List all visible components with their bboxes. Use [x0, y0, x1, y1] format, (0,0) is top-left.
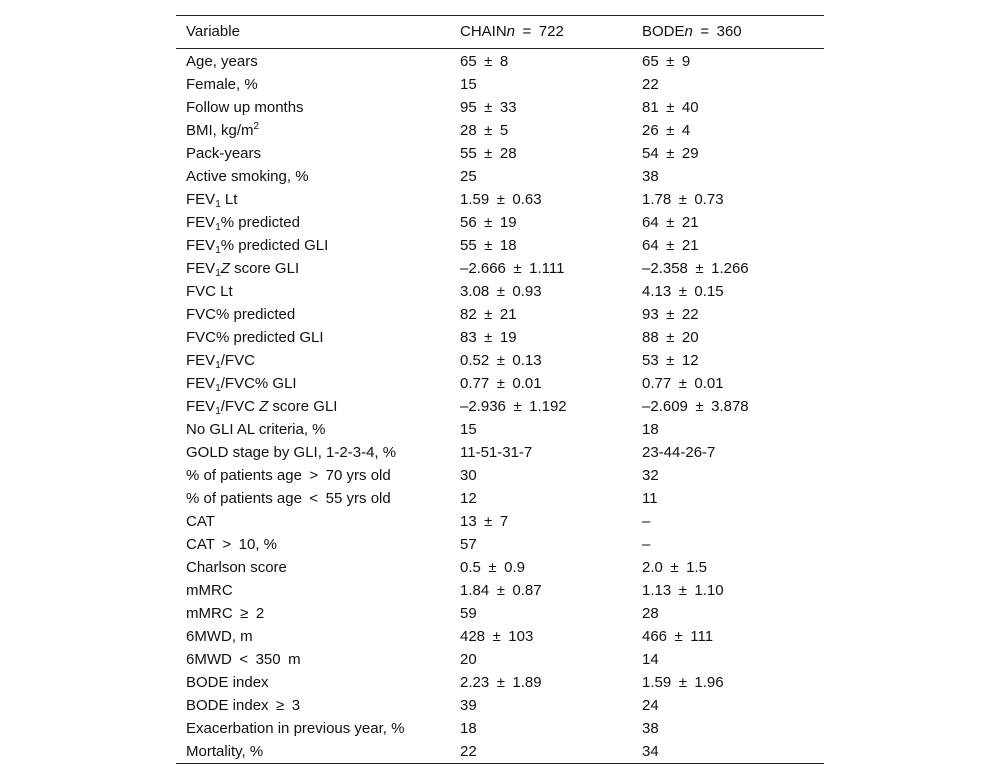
bode-value-cell: 4.13 ± 0.15	[642, 283, 724, 300]
bode-value-cell: 26 ± 4	[642, 122, 691, 139]
chain-value-cell: 20	[460, 651, 477, 668]
bode-value-cell: –2.358 ± 1.266	[642, 260, 749, 277]
header-bode-count: = 360	[692, 23, 742, 40]
variable-subscript: 1	[215, 199, 221, 210]
table-row	[176, 303, 824, 326]
header-bode-name: BODE	[642, 23, 685, 40]
table-row	[176, 234, 824, 257]
variable-cell: 6MWD, m	[186, 628, 253, 645]
variable-subscript: 1	[215, 406, 221, 417]
variable-cell: Charlson score	[186, 559, 287, 576]
variable-cell	[176, 372, 460, 395]
bode-value-cell: 466 ± 111	[642, 628, 714, 645]
chain-value-cell: 30	[460, 467, 477, 484]
variable-text: FEV	[186, 375, 216, 392]
variable-text: FEV	[186, 260, 216, 277]
bode-value-cell: –	[642, 513, 651, 530]
bode-value-cell: 14	[642, 651, 659, 668]
table-row	[176, 395, 824, 418]
bode-value-cell: –	[642, 536, 651, 553]
table-row	[176, 96, 824, 119]
variable-text: % predicted GLI	[220, 237, 329, 254]
table-row	[176, 464, 824, 487]
table-row	[176, 579, 824, 602]
bode-value-cell: 18	[642, 421, 659, 438]
table-row	[176, 510, 824, 533]
chain-value-cell: 13 ± 7	[460, 513, 509, 530]
table-row	[176, 372, 824, 395]
variable-cell: BODE index	[186, 674, 269, 691]
chain-value-cell: 12	[460, 490, 477, 507]
table-row	[176, 50, 824, 73]
table-header-row	[176, 16, 824, 49]
bode-value-cell: 32	[642, 467, 659, 484]
variable-subscript: 1	[215, 360, 221, 371]
table-row	[176, 717, 824, 740]
bode-value-cell: 11	[642, 490, 658, 507]
chain-value-cell: 39	[460, 697, 477, 714]
variable-cell: Pack-years	[186, 145, 262, 162]
variable-cell: No GLI AL criteria, %	[186, 421, 326, 438]
table-row	[176, 165, 824, 188]
variable-text: BMI, kg/m	[186, 122, 254, 139]
bode-value-cell: 24	[642, 697, 659, 714]
variable-cell: Age, years	[186, 53, 258, 70]
chain-value-cell: 82 ± 21	[460, 306, 517, 323]
bode-value-cell: 1.13 ± 1.10	[642, 582, 724, 599]
table-row	[176, 211, 824, 234]
chain-value-cell: 28 ± 5	[460, 122, 509, 139]
variable-cell: Exacerbation in previous year, %	[186, 720, 405, 737]
variable-subscript: 1	[215, 268, 221, 279]
variable-cell: FVC% predicted	[186, 306, 296, 323]
table-row	[176, 625, 824, 648]
chain-value-cell: 56 ± 19	[460, 214, 517, 231]
data-table	[176, 15, 824, 764]
chain-value-cell: 1.84 ± 0.87	[460, 582, 542, 599]
chain-value-cell: 25	[460, 168, 477, 185]
variable-cell: GOLD stage by GLI, 1-2-3-4, %	[186, 444, 397, 461]
table-row	[176, 556, 824, 579]
chain-value-cell: 83 ± 19	[460, 329, 517, 346]
bode-value-cell: 34	[642, 743, 659, 760]
bode-value-cell: 2.0 ± 1.5	[642, 559, 707, 576]
variable-cell: CAT > 10, %	[186, 536, 278, 553]
chain-value-cell: 22	[460, 743, 477, 760]
header-chain-n: n	[506, 23, 516, 40]
variable-cell: Mortality, %	[186, 743, 264, 760]
variable-italic: Z	[259, 398, 269, 415]
variable-cell: Follow up months	[186, 99, 304, 116]
variable-cell	[176, 211, 460, 234]
bode-value-cell: 81 ± 40	[642, 99, 699, 116]
chain-value-cell: 59	[460, 605, 477, 622]
table-row	[176, 73, 824, 96]
chain-value-cell: 65 ± 8	[460, 53, 509, 70]
variable-text: score GLI	[229, 260, 300, 277]
chain-value-cell: 11-51-31-7	[460, 444, 533, 461]
table-body	[176, 49, 824, 763]
variable-cell: CAT	[186, 513, 215, 530]
bode-value-cell: 93 ± 22	[642, 306, 699, 323]
table-row	[176, 694, 824, 717]
chain-value-cell: 2.23 ± 1.89	[460, 674, 542, 691]
bode-value-cell: –2.609 ± 3.878	[642, 398, 749, 415]
variable-cell: % of patients age > 70 yrs old	[186, 467, 391, 484]
chain-value-cell: 15	[460, 421, 477, 438]
chain-value-cell: 18	[460, 720, 477, 737]
header-chain-name: CHAIN	[460, 23, 507, 40]
variable-text: FEV	[186, 191, 216, 208]
chain-value-cell: 3.08 ± 0.93	[460, 283, 542, 300]
variable-cell: Female, %	[186, 76, 258, 93]
variable-cell	[176, 349, 460, 372]
chain-value-cell: 55 ± 28	[460, 145, 517, 162]
variable-cell	[176, 234, 460, 257]
variable-text: /FVC% GLI	[220, 375, 297, 392]
bode-value-cell: 1.59 ± 1.96	[642, 674, 724, 691]
bode-value-cell: 65 ± 9	[642, 53, 691, 70]
chain-value-cell: 15	[460, 76, 477, 93]
bode-value-cell: 88 ± 20	[642, 329, 699, 346]
variable-text: FEV	[186, 398, 216, 415]
chain-value-cell: 55 ± 18	[460, 237, 517, 254]
variable-cell: % of patients age < 55 yrs old	[186, 490, 391, 507]
variable-text: FEV	[186, 352, 216, 369]
variable-superscript: 2	[253, 121, 260, 132]
header-bode-n: n	[684, 23, 693, 40]
bode-value-cell: 38	[642, 720, 659, 737]
table-row	[176, 533, 824, 556]
variable-italic: Z	[220, 260, 230, 277]
table-row	[176, 142, 824, 165]
variable-cell: Active smoking, %	[186, 168, 309, 185]
variable-subscript: 1	[215, 245, 221, 256]
table-row	[176, 280, 824, 303]
table-row	[176, 487, 824, 510]
variable-cell: FVC Lt	[186, 283, 233, 300]
chain-value-cell: 95 ± 33	[460, 99, 517, 116]
table-row	[176, 671, 824, 694]
bode-value-cell: 22	[642, 76, 659, 93]
bode-value-cell: 1.78 ± 0.73	[642, 191, 724, 208]
bode-value-cell: 38	[642, 168, 659, 185]
table-row	[176, 441, 824, 464]
bode-value-cell: 0.77 ± 0.01	[642, 375, 724, 392]
chain-value-cell: 0.77 ± 0.01	[460, 375, 542, 392]
variable-cell	[176, 119, 460, 142]
table-row	[176, 740, 824, 763]
variable-cell	[176, 257, 460, 280]
variable-text: FEV	[186, 237, 216, 254]
bode-value-cell: 23-44-26-7	[642, 444, 716, 461]
chain-value-cell: –2.666 ± 1.111	[460, 260, 565, 277]
chain-value-cell: 1.59 ± 0.63	[460, 191, 542, 208]
variable-cell	[176, 395, 460, 418]
chain-value-cell: 428 ± 103	[460, 628, 534, 645]
variable-text: FEV	[186, 214, 216, 231]
variable-text: % predicted	[220, 214, 300, 231]
bode-value-cell: 28	[642, 605, 659, 622]
bode-value-cell: 54 ± 29	[642, 145, 699, 162]
variable-cell: mMRC ≥ 2	[186, 605, 265, 622]
table-row	[176, 119, 824, 142]
bode-value-cell: 64 ± 21	[642, 214, 699, 231]
variable-text: Lt	[220, 191, 238, 208]
table-row	[176, 349, 824, 372]
variable-text: /FVC	[220, 352, 255, 369]
header-variable: Variable	[186, 23, 240, 40]
variable-subscript: 1	[215, 222, 221, 233]
table-row	[176, 188, 824, 211]
chain-value-cell: 57	[460, 536, 477, 553]
variable-cell: mMRC	[186, 582, 233, 599]
variable-cell: FVC% predicted GLI	[186, 329, 324, 346]
chain-value-cell: 0.52 ± 0.13	[460, 352, 542, 369]
table-row	[176, 418, 824, 441]
variable-cell: 6MWD < 350 m	[186, 651, 301, 668]
bode-value-cell: 64 ± 21	[642, 237, 699, 254]
variable-cell: BODE index ≥ 3	[186, 697, 301, 714]
table-row	[176, 326, 824, 349]
table-row	[176, 602, 824, 625]
variable-subscript: 1	[215, 383, 221, 394]
chain-value-cell: 0.5 ± 0.9	[460, 559, 525, 576]
header-chain	[460, 16, 642, 48]
table-row	[176, 257, 824, 280]
variable-text: /FVC	[220, 398, 260, 415]
table-row	[176, 648, 824, 671]
bode-value-cell: 53 ± 12	[642, 352, 699, 369]
chain-value-cell: –2.936 ± 1.192	[460, 398, 567, 415]
variable-text: score GLI	[268, 398, 338, 415]
header-bode	[642, 16, 824, 48]
header-chain-count: = 722	[515, 23, 564, 40]
variable-cell	[176, 188, 460, 211]
